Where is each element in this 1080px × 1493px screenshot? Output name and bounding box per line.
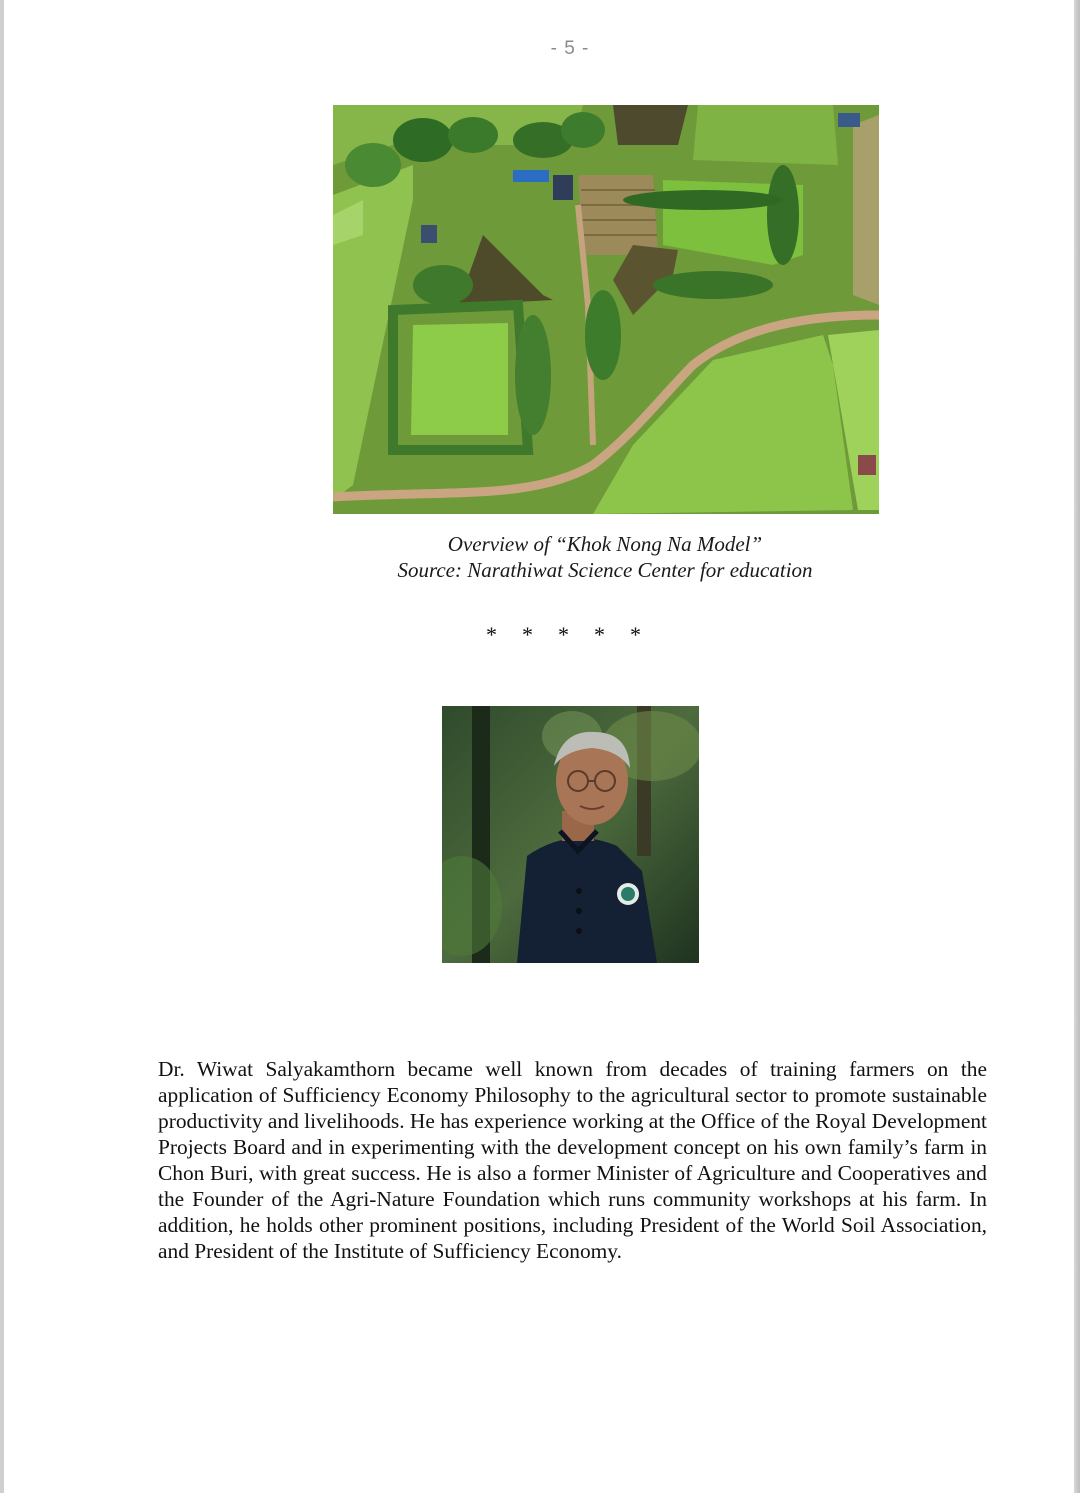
separator-star: *: [486, 622, 497, 647]
separator-star: *: [558, 622, 569, 647]
separator-star: *: [594, 622, 605, 647]
page-edge-left: [0, 0, 4, 1493]
biography-paragraph: Dr. Wiwat Salyakamthorn became well known from decades of training farmers on the application of Sufficiency Economy Philosophy to the agricultural sector to promote sustainable productivity and livelihoods. He has experience working at the Office of the Royal Development Projects Board and in experimenting with the development concept on his own family’s farm in Chon Buri, with great success. He is also a former Minister of Agriculture and Cooperatives and the Founder of the Agri-Nature Foundation which runs community workshops at his farm. In addition, he holds other prominent positions, including President of the World Soil Association, and President of the Institute of Sufficiency Economy.: [158, 1057, 987, 1263]
aerial-farm-photo: [333, 105, 879, 514]
page-edge-right: [1074, 0, 1080, 1493]
page-number: - 5 -: [550, 38, 590, 59]
separator-star: *: [630, 622, 641, 647]
section-separator: [486, 622, 641, 648]
figure-caption-source: Source: Narathiwat Science Center for education: [397, 558, 813, 582]
portrait-photo: [442, 706, 699, 963]
figure-caption-title: Overview of “Khok Nong Na Model”: [447, 532, 763, 556]
separator-star: *: [522, 622, 533, 647]
